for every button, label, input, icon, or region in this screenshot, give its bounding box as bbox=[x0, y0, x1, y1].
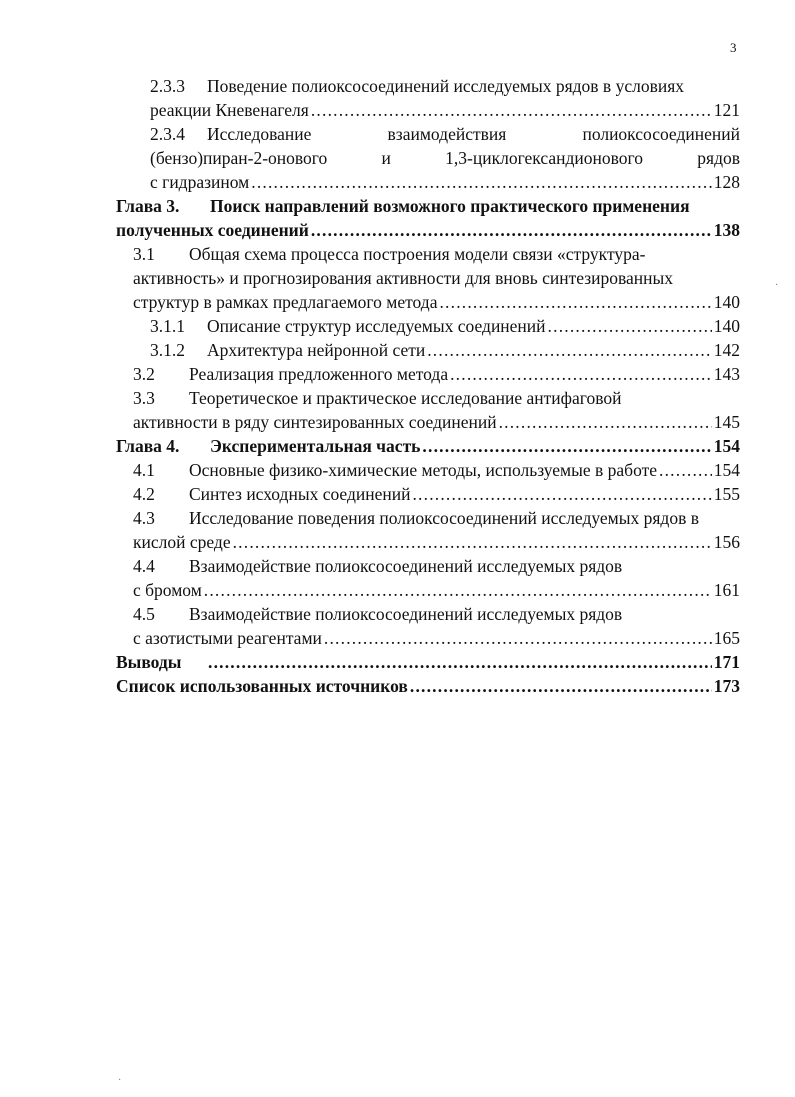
toc-number: 3.1.1 bbox=[150, 316, 185, 336]
toc-page: 121 bbox=[713, 100, 740, 120]
toc-text bbox=[150, 314, 546, 338]
dot-leader bbox=[204, 578, 712, 602]
dot-leader bbox=[324, 626, 712, 650]
dot-leader bbox=[659, 458, 712, 482]
toc-number: 3.3 bbox=[133, 388, 155, 408]
toc-page: 128 bbox=[713, 172, 740, 192]
dot-leader bbox=[439, 290, 711, 314]
toc-text-word bbox=[150, 122, 311, 146]
toc-number: 4.1 bbox=[133, 460, 155, 480]
toc-text: Список использованных источников bbox=[116, 676, 408, 696]
scan-speck: · bbox=[775, 280, 779, 291]
toc-page: 138 bbox=[713, 220, 740, 240]
toc-number: 4.5 bbox=[133, 604, 155, 624]
toc-text: с гидразином bbox=[150, 172, 250, 192]
dot-leader bbox=[412, 482, 711, 506]
toc-chapter-3-line2[interactable] bbox=[116, 218, 740, 242]
toc-text: активности в ряду синтезированных соединений bbox=[133, 412, 497, 432]
toc-text: с азотистыми реагентами bbox=[133, 628, 322, 648]
toc-page: 143 bbox=[713, 364, 740, 384]
toc-text: полученных соединений bbox=[116, 220, 309, 240]
toc-entry-3-2[interactable] bbox=[133, 362, 740, 386]
toc-text-word: полиоксосоединений bbox=[582, 124, 740, 144]
toc-number: 4.3 bbox=[133, 508, 155, 528]
toc-text: Основные физико-химические методы, используемые в работе bbox=[189, 460, 658, 480]
toc-text: Поведение полиоксосоединений исследуемых рядов в условиях bbox=[207, 76, 684, 96]
toc-text: Экспериментальная часть bbox=[210, 436, 421, 456]
toc-text-word: и bbox=[381, 148, 391, 168]
toc-entry-4-2[interactable] bbox=[133, 482, 740, 506]
toc-text bbox=[116, 434, 420, 458]
dot-leader bbox=[499, 410, 712, 434]
toc-page: 140 bbox=[713, 316, 740, 336]
toc-text-word: (бензо)пиран-2-онового bbox=[150, 148, 328, 168]
toc-entry-3-1-line3[interactable] bbox=[133, 290, 740, 314]
toc-number: 2.3.4 bbox=[150, 124, 185, 144]
toc-page: 154 bbox=[713, 460, 740, 480]
toc-chapter-label: Глава 4. bbox=[116, 436, 180, 456]
toc-entry-2-3-4-line3[interactable] bbox=[150, 170, 740, 194]
toc-conclusions[interactable] bbox=[116, 650, 740, 674]
toc-page: 154 bbox=[713, 436, 740, 456]
toc-text: Реализация предложенного метода bbox=[189, 364, 449, 384]
dot-leader bbox=[251, 170, 712, 194]
toc-page: 142 bbox=[713, 340, 740, 360]
toc-text: кислой среде bbox=[133, 532, 231, 552]
toc-text-word: взаимодействия bbox=[387, 124, 507, 144]
toc-number: 4.2 bbox=[133, 484, 155, 504]
page-number: 3 bbox=[730, 40, 737, 55]
toc-entry-4-4-line2[interactable] bbox=[133, 578, 740, 602]
toc-text-word: 1,3-циклогександионового bbox=[445, 148, 644, 168]
toc-text-word: рядов bbox=[697, 148, 740, 168]
toc-number: 3.2 bbox=[133, 364, 155, 384]
toc-number: 3.1.2 bbox=[150, 340, 185, 360]
toc-chapter-4[interactable] bbox=[116, 434, 740, 458]
toc-text: активность» и прогнозирования активности для вновь синтезированных bbox=[133, 268, 674, 288]
toc-entry-3-1-line1 bbox=[133, 242, 740, 266]
toc-text: с бромом bbox=[133, 580, 202, 600]
toc-text bbox=[133, 362, 448, 386]
dot-leader bbox=[548, 314, 712, 338]
toc-text: Общая схема процесса построения модели связи «структура- bbox=[189, 244, 646, 264]
toc-number: 4.4 bbox=[133, 556, 155, 576]
toc-text: структур в рамках предлагаемого метода bbox=[133, 292, 438, 312]
toc-text-word: Исследование bbox=[207, 124, 312, 144]
toc-entry-4-4-line1 bbox=[133, 554, 740, 578]
toc-references[interactable] bbox=[116, 674, 740, 698]
toc-page: 161 bbox=[713, 580, 740, 600]
toc-entry-4-3-line2[interactable] bbox=[133, 530, 740, 554]
toc-text: реакции Кневенагеля bbox=[150, 100, 309, 120]
toc-text: Взаимодействие полиоксосоединений исследуемых рядов bbox=[189, 604, 623, 624]
dot-leader bbox=[422, 434, 711, 458]
toc-text bbox=[150, 338, 425, 362]
toc-entry-2-3-3-line2[interactable] bbox=[150, 98, 740, 122]
toc-entry-3-3-line2[interactable] bbox=[133, 410, 740, 434]
toc-text: Поиск направлений возможного практического применения bbox=[210, 196, 690, 216]
toc-text: Архитектура нейронной сети bbox=[207, 340, 426, 360]
toc-chapter-3-line1 bbox=[116, 194, 740, 218]
toc-text bbox=[133, 482, 410, 506]
dot-leader bbox=[427, 338, 712, 362]
dot-leader bbox=[450, 362, 712, 386]
toc-text: Выводы bbox=[116, 652, 182, 672]
toc-entry-4-3-line1 bbox=[133, 506, 740, 530]
toc-text bbox=[133, 458, 657, 482]
toc-text: Описание структур исследуемых соединений bbox=[207, 316, 546, 336]
toc-page: 155 bbox=[713, 484, 740, 504]
toc-entry-4-5-line1 bbox=[133, 602, 740, 626]
toc-page: 165 bbox=[713, 628, 740, 648]
toc-number: 3.1 bbox=[133, 244, 155, 264]
toc-chapter-label: Глава 3. bbox=[116, 196, 180, 216]
toc-text: Взаимодействие полиоксосоединений исследуемых рядов bbox=[189, 556, 623, 576]
toc-page: 145 bbox=[713, 412, 740, 432]
toc-entry-4-1[interactable] bbox=[133, 458, 740, 482]
toc-entry-3-3-line1 bbox=[133, 386, 740, 410]
toc-entry-3-1-1[interactable] bbox=[150, 314, 740, 338]
toc-text: Исследование поведения полиоксосоединений исследуемых рядов в bbox=[189, 508, 699, 528]
toc-entry-2-3-4-line2 bbox=[150, 146, 740, 170]
toc-entry-3-1-line2 bbox=[133, 266, 740, 290]
toc-page: 156 bbox=[713, 532, 740, 552]
toc-entry-2-3-4-line1 bbox=[150, 122, 740, 146]
dot-leader bbox=[410, 674, 712, 698]
toc-page: 173 bbox=[713, 676, 740, 696]
toc-entry-3-1-2[interactable] bbox=[150, 338, 740, 362]
toc-text: Теоретическое и практическое исследование антифаговой bbox=[189, 388, 622, 408]
dot-leader bbox=[233, 530, 712, 554]
toc-text: Синтез исходных соединений bbox=[189, 484, 411, 504]
dot-leader bbox=[208, 650, 712, 674]
toc-page: 171 bbox=[713, 652, 740, 672]
dot-leader bbox=[311, 218, 712, 242]
toc-number: 2.3.3 bbox=[150, 76, 185, 96]
scan-speck: · bbox=[118, 1075, 122, 1086]
toc-entry-4-5-line2[interactable] bbox=[133, 626, 740, 650]
toc-page: 140 bbox=[713, 292, 740, 312]
dot-leader bbox=[311, 98, 712, 122]
toc-entry-2-3-3-line1 bbox=[150, 74, 740, 98]
